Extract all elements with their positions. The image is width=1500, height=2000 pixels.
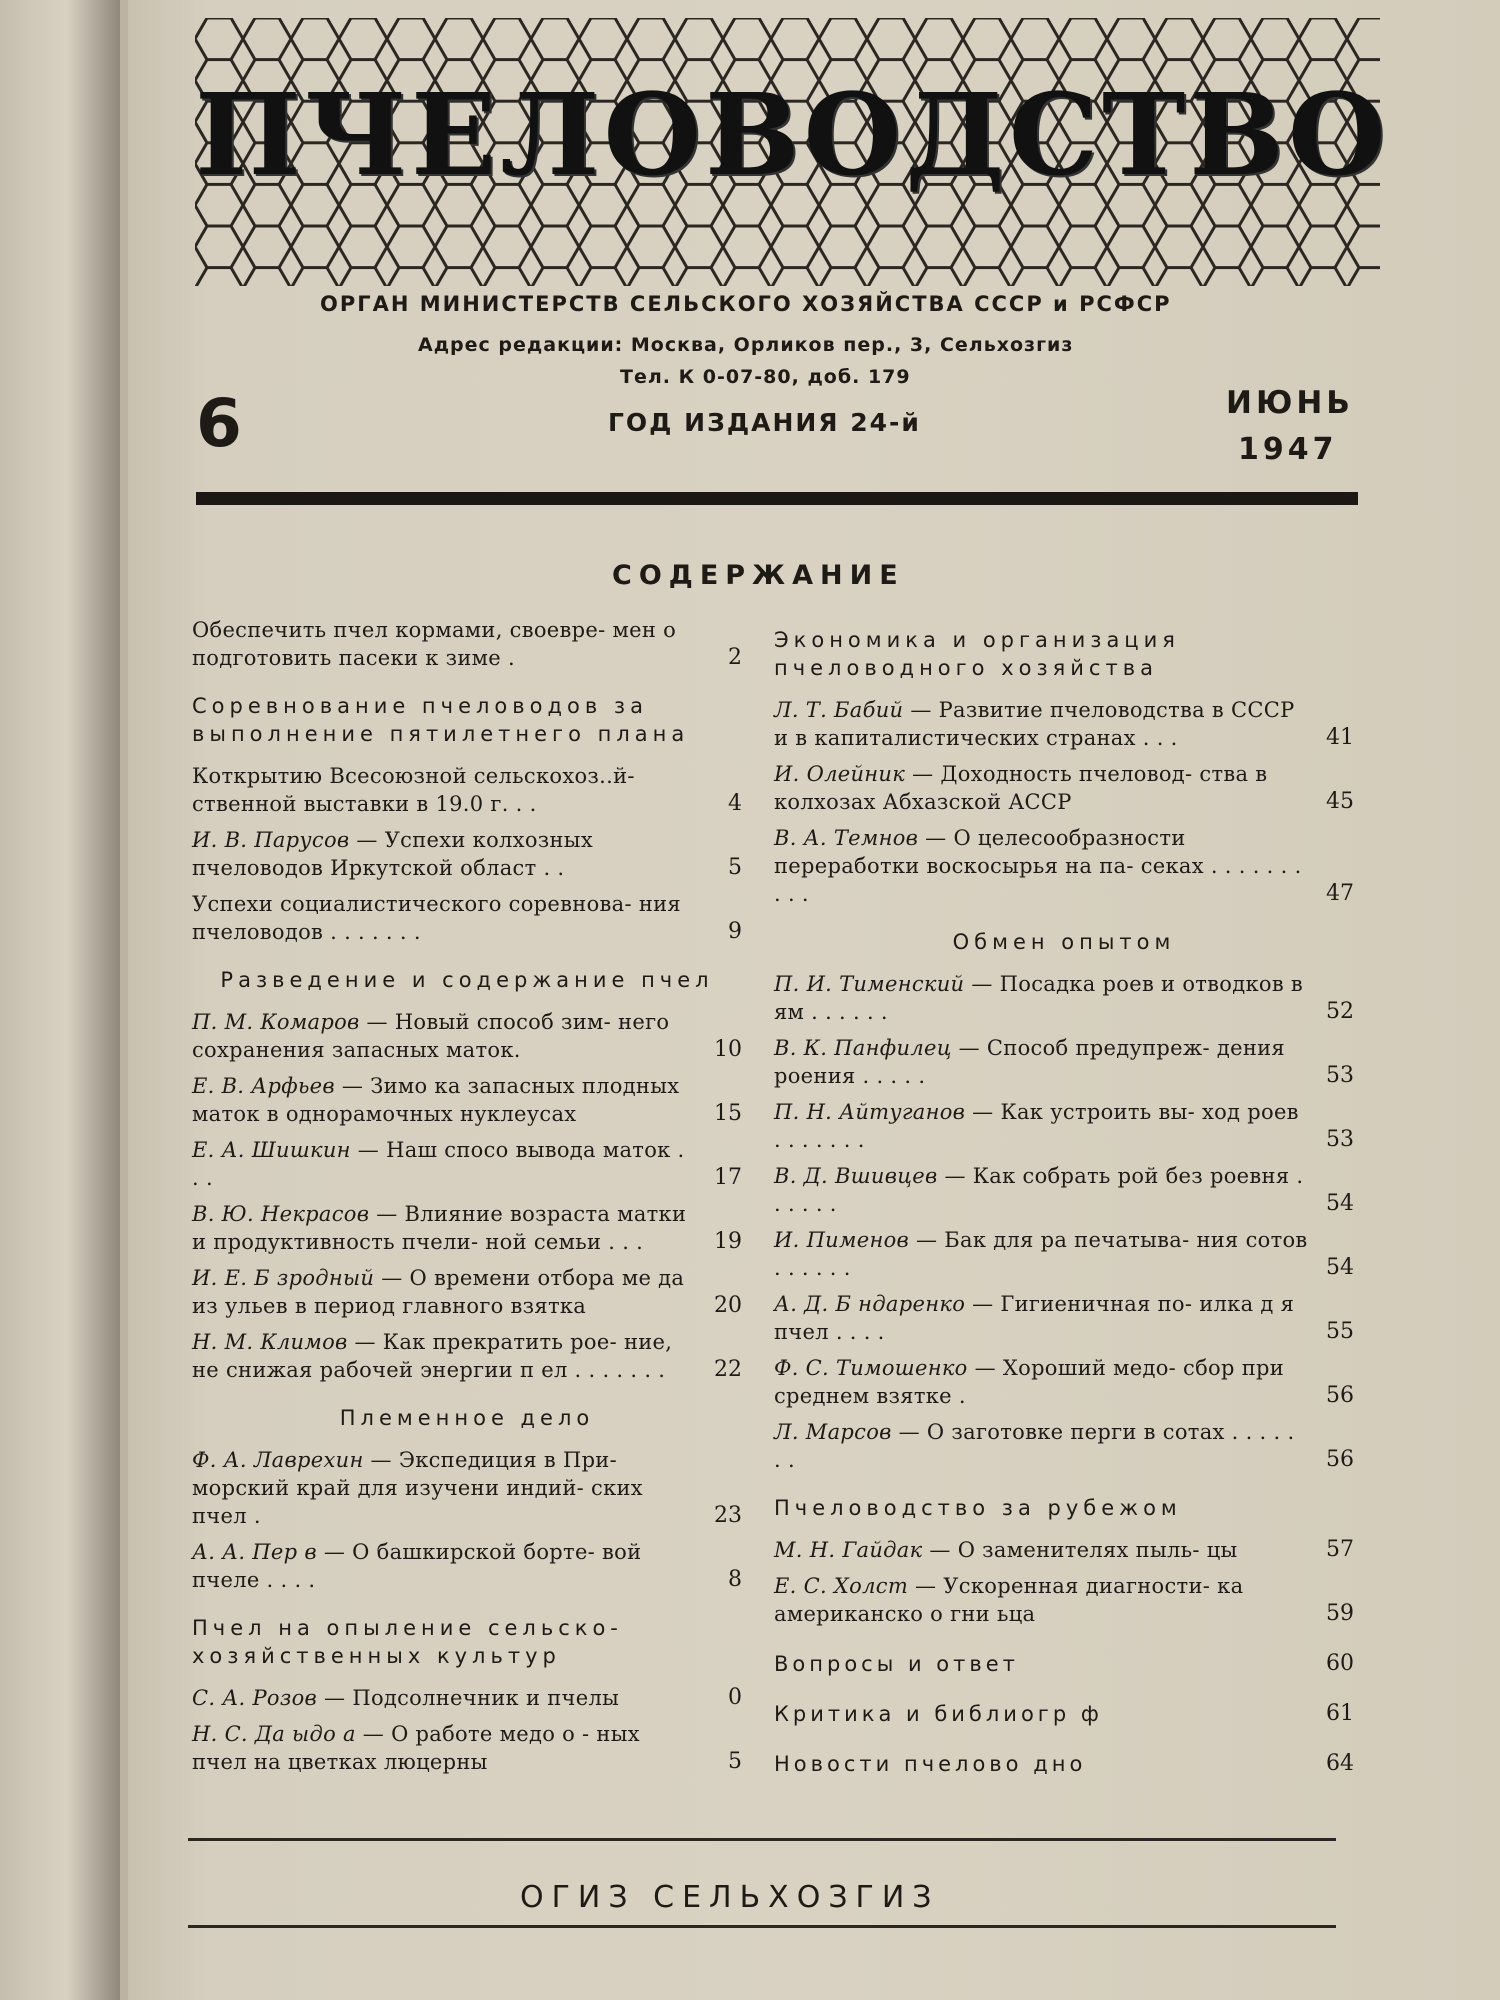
book-binding <box>0 0 120 2000</box>
toc-page-number: 15 <box>714 1101 742 1126</box>
editorial-phone: Тел. К 0-07-80, доб. 179 <box>620 366 911 388</box>
toc-entry-title: Вопросы и ответ <box>774 1652 1019 1676</box>
masthead-honeycomb <box>195 18 1390 286</box>
toc-entry-title: — О целесообразности переработки воскосырья на па- секах . . . . . . . . . . <box>774 826 1302 906</box>
toc-entry-title: — Способ предупреж- дения роения . . . . . <box>774 1036 1285 1088</box>
toc-page-number: 57 <box>1326 1537 1354 1562</box>
publisher-organ: ОРГАН МИНИСТЕРСТВ СЕЛЬСКОГО ХОЗЯЙСТВА СССР и РСФСР <box>320 292 1172 316</box>
contents-heading: СОДЕРЖАНИЕ <box>612 560 905 591</box>
toc-entry <box>774 1354 1354 1410</box>
toc-page-number: 19 <box>714 1229 742 1254</box>
toc-page-number: 61 <box>1326 1701 1354 1726</box>
toc-entry-title: — О башкирской борте- вой пчеле . . . . <box>192 1540 642 1592</box>
toc-entry <box>774 1536 1354 1564</box>
toc-entry <box>192 762 742 818</box>
toc-section-heading: Племенное дело <box>339 1406 595 1430</box>
toc-entry-title: Коткрытию Всесоюзной сельскохоз..й- ственной выставки в 19.0 г. . . <box>192 764 635 816</box>
toc-author: Ф. С. Тимошенко <box>774 1356 968 1380</box>
toc-page-number: 45 <box>1326 789 1354 814</box>
toc-page-number: 10 <box>714 1037 742 1062</box>
toc-entry-title: — Успехи колхозных пчеловодов Иркутской област . . <box>192 828 593 880</box>
toc-page-number: 23 <box>714 1503 742 1528</box>
toc-author: П. М. Комаров <box>192 1010 360 1034</box>
issue-number: 6 <box>196 385 242 462</box>
toc-entry-title: — О заменителях пыль- цы <box>922 1538 1238 1562</box>
toc-author: В. Д. Вшивцев <box>774 1164 938 1188</box>
toc-entry <box>192 1072 742 1128</box>
toc-author: И. В. Парусов <box>192 828 350 852</box>
toc-page-number: 8 <box>728 1567 742 1592</box>
toc-section-heading: Обмен опытом <box>952 930 1176 954</box>
toc-entry <box>774 1750 1354 1778</box>
toc-entry-title: — Посадка роев и отводков в ям . . . . . . <box>774 972 1304 1024</box>
toc-entry-title: — Наш спосо вывода маток . . . <box>192 1138 685 1190</box>
toc-entry-title: — Экспедиция в При- морский край для изучени индий- ских пчел . <box>192 1448 643 1528</box>
toc-author: М. Н. Гайдак <box>774 1538 923 1562</box>
toc-entry <box>192 1446 742 1530</box>
toc-page-number: 17 <box>714 1165 742 1190</box>
toc-entry-title: — Как устроить вы- ход роев . . . . . . . <box>774 1100 1299 1152</box>
footer-divider-top <box>188 1838 1336 1841</box>
toc-section-heading: Разведение и содержание пчел <box>220 968 714 992</box>
toc-entry-title: — Хороший медо- сбор при среднем взятке . <box>774 1356 1285 1408</box>
toc-author: В. А. Темнов <box>774 826 919 850</box>
toc-entry-title: — О заготовке перги в сотах . . . . . . . <box>774 1420 1295 1472</box>
toc-author: П. И. Тименский <box>774 972 965 996</box>
toc-entry-title: Критика и библиогр ф <box>774 1702 1103 1726</box>
toc-page-number: 9 <box>728 919 742 944</box>
toc-section-heading: Пчеловодство за рубежом <box>774 1496 1182 1520</box>
toc-entry-title: — Как прекратить рое- ние, не снижая рабочей энергии п ел . . . . . . . <box>192 1330 673 1382</box>
toc-page-number: 56 <box>1326 1447 1354 1472</box>
toc-entry <box>192 1200 742 1256</box>
publisher-imprint: ОГИЗ СЕЛЬХОЗГИЗ <box>520 1880 940 1915</box>
toc-entry-title: — Ускоренная диагности- ка американско о гни ьца <box>774 1574 1244 1626</box>
issue-month: ИЮНЬ <box>1226 385 1354 421</box>
toc-entry <box>192 826 742 882</box>
toc-page-number: 52 <box>1326 999 1354 1024</box>
toc-entry-title: — Как собрать рой без роевня . . . . . . <box>774 1164 1304 1216</box>
footer-divider-bottom <box>188 1925 1336 1928</box>
toc-entry <box>192 1684 742 1712</box>
journal-title: ПЧЕЛОВОДСТВО <box>195 70 1390 201</box>
toc-entry <box>774 1650 1354 1678</box>
toc-author: И. Пименов <box>774 1228 910 1252</box>
toc-entry-title: — О работе медо о - ных пчел на цветках люцерны <box>192 1722 640 1774</box>
toc-author: Е. А. Шишкин <box>192 1138 351 1162</box>
toc-author: А. Д. Б ндаренко <box>774 1292 966 1316</box>
toc-author: Л. Т. Бабий <box>774 698 904 722</box>
toc-page-number: 5 <box>728 855 742 880</box>
toc-entry-title: — Влияние возраста матки и продуктивность пчели- ной семьи . . . <box>192 1202 687 1254</box>
toc-author: А. А. Пер в <box>192 1540 317 1564</box>
toc-page-number: 22 <box>714 1357 742 1382</box>
toc-entry <box>774 970 1354 1026</box>
toc-author: И. Олейник <box>774 762 906 786</box>
toc-author: И. Е. Б зродный <box>192 1266 375 1290</box>
toc-section-heading: Экономика и организация пчеловодного хозяйства <box>774 628 1180 680</box>
contents-left-column <box>192 616 742 1784</box>
toc-page-number: 47 <box>1326 881 1354 906</box>
toc-page-number: 54 <box>1326 1191 1354 1216</box>
header-divider <box>196 492 1358 505</box>
toc-entry-title: — Доходность пчеловод- ства в колхозах Абхазской АССР <box>774 762 1268 814</box>
toc-entry-title: — Гигиеничная по- илка д я пчел . . . . <box>774 1292 1295 1344</box>
editorial-address: Адрес редакции: Москва, Орликов пер., 3, Сельхозгиз <box>418 334 1074 356</box>
toc-author: Л. Марсов <box>774 1420 892 1444</box>
toc-entry <box>774 696 1354 752</box>
toc-page-number: 20 <box>714 1293 742 1318</box>
toc-author: Н. С. Да ыдо а <box>192 1722 356 1746</box>
toc-page-number: 4 <box>728 791 742 816</box>
year-of-publication: ГОД ИЗДАНИЯ 24-й <box>608 408 921 437</box>
toc-page-number: 54 <box>1326 1255 1354 1280</box>
toc-page-number: 64 <box>1326 1751 1354 1776</box>
toc-entry <box>192 1328 742 1384</box>
toc-entry <box>192 1008 742 1064</box>
toc-entry <box>192 1264 742 1320</box>
toc-entry-title: — О времени отбора ме да из ульев в период главного взятка <box>192 1266 685 1318</box>
toc-entry-title: Новости пчелово дно <box>774 1752 1087 1776</box>
toc-section-heading: Соревнование пчеловодов за выполнение пятилетнего плана <box>192 694 690 746</box>
toc-entry <box>192 1136 742 1192</box>
toc-author: Е. В. Арфьев <box>192 1074 335 1098</box>
issue-year: 1947 <box>1238 432 1338 467</box>
toc-entry <box>192 1720 742 1776</box>
toc-entry-title: — Зимо ка запасных плодных маток в однорамочных нуклеусах <box>192 1074 680 1126</box>
toc-entry <box>774 1162 1354 1218</box>
toc-entry-title: — Развитие пчеловодства в СССР и в капиталистических странах . . . <box>774 698 1295 750</box>
toc-page-number: 53 <box>1326 1127 1354 1152</box>
toc-entry <box>192 1538 742 1594</box>
toc-entry <box>774 1418 1354 1474</box>
toc-page-number: 60 <box>1326 1651 1354 1676</box>
toc-author: Н. М. Климов <box>192 1330 348 1354</box>
toc-entry-title: Успехи социалистического соревнова- ния пчеловодов . . . . . . . <box>192 892 681 944</box>
toc-author: В. К. Панфилец <box>774 1036 952 1060</box>
toc-entry-title: — Бак для ра печатыва- ния сотов . . . . . . <box>774 1228 1308 1280</box>
toc-entry <box>774 1700 1354 1728</box>
toc-entry <box>192 890 742 946</box>
toc-entry <box>774 824 1354 908</box>
toc-entry-title: — Подсолнечник и пчелы <box>317 1686 620 1710</box>
toc-page-number: 41 <box>1326 725 1354 750</box>
toc-entry <box>774 1098 1354 1154</box>
toc-entry-title: — Новый способ зим- него сохранения запасных маток. <box>192 1010 670 1062</box>
toc-section-heading: Пчел на опыление сельско- хозяйственных культур <box>192 1616 623 1668</box>
toc-author: В. Ю. Некрасов <box>192 1202 370 1226</box>
toc-page-number: 0 <box>728 1685 742 1710</box>
toc-author: Ф. А. Лаврехин <box>192 1448 364 1472</box>
toc-page-number: 55 <box>1326 1319 1354 1344</box>
toc-author: П. Н. Айтуганов <box>774 1100 966 1124</box>
toc-entry <box>774 1034 1354 1090</box>
toc-page-number: 59 <box>1326 1601 1354 1626</box>
toc-author: С. А. Розов <box>192 1686 318 1710</box>
toc-page-number: 53 <box>1326 1063 1354 1088</box>
toc-entry <box>774 1226 1354 1282</box>
toc-entry <box>774 1572 1354 1628</box>
contents-right-column <box>774 626 1354 1786</box>
toc-entry-title: Обеспечить пчел кормами, своевре- мен о подготовить пасеки к зиме . <box>192 618 677 670</box>
toc-page-number: 56 <box>1326 1383 1354 1408</box>
toc-author: Е. С. Холст <box>774 1574 909 1598</box>
toc-entry <box>774 1290 1354 1346</box>
toc-page-number: 5 <box>728 1749 742 1774</box>
toc-page-number: 2 <box>728 645 742 670</box>
toc-entry <box>774 760 1354 816</box>
toc-entry <box>192 616 742 672</box>
